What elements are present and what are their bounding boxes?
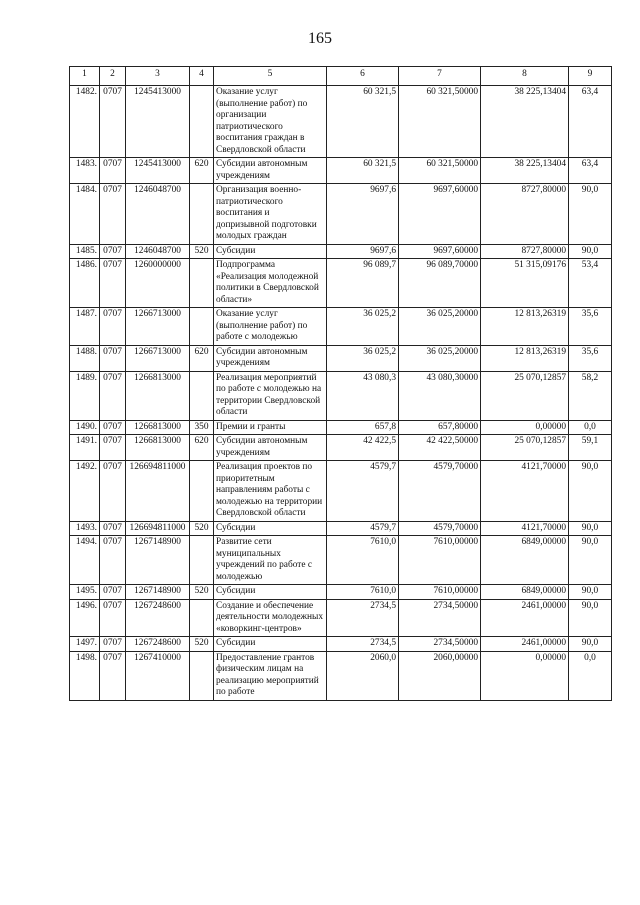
column-header: 4 [190, 67, 214, 86]
column-header: 5 [214, 67, 327, 86]
planned-amount-cell: 4579,70000 [399, 461, 481, 522]
expense-type-cell [190, 184, 214, 245]
target-article-cell: 1266813000 [126, 435, 190, 461]
expense-type-cell: 520 [190, 521, 214, 536]
item-name-cell: Оказание услуг (выполнение работ) по работе с молодежью [214, 308, 327, 346]
approved-amount-cell: 9697,6 [327, 244, 399, 259]
row-number-cell: 1482. [70, 86, 100, 158]
planned-amount-cell: 2060,00000 [399, 651, 481, 700]
column-header: 8 [481, 67, 569, 86]
execution-percent-cell: 90,0 [569, 244, 612, 259]
expense-type-cell [190, 308, 214, 346]
expense-type-cell [190, 371, 214, 420]
approved-amount-cell: 60 321,5 [327, 86, 399, 158]
target-article-cell: 1266813000 [126, 371, 190, 420]
planned-amount-cell: 36 025,20000 [399, 308, 481, 346]
target-article-cell: 1267248600 [126, 637, 190, 652]
column-header: 2 [100, 67, 126, 86]
executed-amount-cell: 8727,80000 [481, 184, 569, 245]
execution-percent-cell: 90,0 [569, 585, 612, 600]
row-number-cell: 1496. [70, 599, 100, 637]
row-number-cell: 1489. [70, 371, 100, 420]
execution-percent-cell: 90,0 [569, 461, 612, 522]
target-article-cell: 1246048700 [126, 184, 190, 245]
planned-amount-cell: 60 321,50000 [399, 86, 481, 158]
executed-amount-cell: 2461,00000 [481, 637, 569, 652]
row-number-cell: 1483. [70, 158, 100, 184]
approved-amount-cell: 4579,7 [327, 521, 399, 536]
executed-amount-cell: 38 225,13404 [481, 86, 569, 158]
expense-type-cell [190, 599, 214, 637]
execution-percent-cell: 59,1 [569, 435, 612, 461]
approved-amount-cell: 60 321,5 [327, 158, 399, 184]
section-code-cell: 0707 [100, 244, 126, 259]
column-header: 1 [70, 67, 100, 86]
item-name-cell: Субсидии [214, 244, 327, 259]
table-row [70, 345, 612, 371]
approved-amount-cell: 7610,0 [327, 585, 399, 600]
row-number-cell: 1488. [70, 345, 100, 371]
table-row [70, 536, 612, 585]
table-row [70, 637, 612, 652]
expense-type-cell: 350 [190, 420, 214, 435]
table-row [70, 599, 612, 637]
item-name-cell: Оказание услуг (выполнение работ) по организации патриотического воспитания граждан в Свердловской области [214, 86, 327, 158]
approved-amount-cell: 36 025,2 [327, 308, 399, 346]
expense-type-cell [190, 86, 214, 158]
section-code-cell: 0707 [100, 637, 126, 652]
executed-amount-cell: 6849,00000 [481, 536, 569, 585]
planned-amount-cell: 60 321,50000 [399, 158, 481, 184]
planned-amount-cell: 4579,70000 [399, 521, 481, 536]
table-row [70, 651, 612, 700]
approved-amount-cell: 9697,6 [327, 184, 399, 245]
planned-amount-cell: 43 080,30000 [399, 371, 481, 420]
expense-type-cell: 520 [190, 244, 214, 259]
row-number-cell: 1495. [70, 585, 100, 600]
section-code-cell: 0707 [100, 345, 126, 371]
approved-amount-cell: 657,8 [327, 420, 399, 435]
expense-type-cell [190, 259, 214, 308]
executed-amount-cell: 38 225,13404 [481, 158, 569, 184]
item-name-cell: Предоставление грантов физическим лицам на реализацию мероприятий по работе [214, 651, 327, 700]
executed-amount-cell: 4121,70000 [481, 461, 569, 522]
approved-amount-cell: 2734,5 [327, 637, 399, 652]
row-number-cell: 1484. [70, 184, 100, 245]
planned-amount-cell: 2734,50000 [399, 637, 481, 652]
row-number-cell: 1493. [70, 521, 100, 536]
executed-amount-cell: 51 315,09176 [481, 259, 569, 308]
execution-percent-cell: 53,4 [569, 259, 612, 308]
planned-amount-cell: 7610,00000 [399, 536, 481, 585]
planned-amount-cell: 42 422,50000 [399, 435, 481, 461]
section-code-cell: 0707 [100, 651, 126, 700]
table-row [70, 420, 612, 435]
table-row [70, 86, 612, 158]
item-name-cell: Субсидии [214, 585, 327, 600]
item-name-cell: Создание и обеспечение деятельности молодежных «коворкинг-центров» [214, 599, 327, 637]
executed-amount-cell: 12 813,26319 [481, 345, 569, 371]
row-number-cell: 1494. [70, 536, 100, 585]
execution-percent-cell: 90,0 [569, 599, 612, 637]
executed-amount-cell: 25 070,12857 [481, 435, 569, 461]
target-article-cell: 126694811000 [126, 521, 190, 536]
section-code-cell: 0707 [100, 435, 126, 461]
planned-amount-cell: 2734,50000 [399, 599, 481, 637]
item-name-cell: Подпрограмма «Реализация молодежной политики в Свердловской области» [214, 259, 327, 308]
target-article-cell: 1267410000 [126, 651, 190, 700]
executed-amount-cell: 0,00000 [481, 651, 569, 700]
item-name-cell: Субсидии автономным учреждениям [214, 345, 327, 371]
target-article-cell: 1266713000 [126, 345, 190, 371]
row-number-cell: 1486. [70, 259, 100, 308]
approved-amount-cell: 36 025,2 [327, 345, 399, 371]
target-article-cell: 1245413000 [126, 158, 190, 184]
execution-percent-cell: 90,0 [569, 184, 612, 245]
execution-percent-cell: 35,6 [569, 345, 612, 371]
section-code-cell: 0707 [100, 461, 126, 522]
section-code-cell: 0707 [100, 536, 126, 585]
row-number-cell: 1490. [70, 420, 100, 435]
item-name-cell: Премии и гранты [214, 420, 327, 435]
column-header: 3 [126, 67, 190, 86]
planned-amount-cell: 9697,60000 [399, 184, 481, 245]
row-number-cell: 1491. [70, 435, 100, 461]
row-number-cell: 1497. [70, 637, 100, 652]
table-row [70, 259, 612, 308]
execution-percent-cell: 90,0 [569, 536, 612, 585]
row-number-cell: 1487. [70, 308, 100, 346]
item-name-cell: Развитие сети муниципальных учреждений по работе с молодежью [214, 536, 327, 585]
expense-type-cell: 520 [190, 637, 214, 652]
execution-percent-cell: 90,0 [569, 637, 612, 652]
table-row [70, 308, 612, 346]
executed-amount-cell: 12 813,26319 [481, 308, 569, 346]
execution-percent-cell: 63,4 [569, 158, 612, 184]
approved-amount-cell: 2060,0 [327, 651, 399, 700]
execution-percent-cell: 63,4 [569, 86, 612, 158]
executed-amount-cell: 6849,00000 [481, 585, 569, 600]
row-number-cell: 1492. [70, 461, 100, 522]
expense-type-cell [190, 536, 214, 585]
executed-amount-cell: 0,00000 [481, 420, 569, 435]
execution-percent-cell: 0,0 [569, 651, 612, 700]
table-row [70, 158, 612, 184]
approved-amount-cell: 96 089,7 [327, 259, 399, 308]
table-row [70, 461, 612, 522]
expense-type-cell: 620 [190, 435, 214, 461]
table-row [70, 371, 612, 420]
column-header: 7 [399, 67, 481, 86]
row-number-cell: 1498. [70, 651, 100, 700]
expense-type-cell: 520 [190, 585, 214, 600]
section-code-cell: 0707 [100, 521, 126, 536]
target-article-cell: 1246048700 [126, 244, 190, 259]
table-header-row [70, 67, 612, 86]
approved-amount-cell: 4579,7 [327, 461, 399, 522]
budget-table [69, 66, 612, 701]
target-article-cell: 1266813000 [126, 420, 190, 435]
item-name-cell: Реализация мероприятий по работе с молодежью на территории Свердловской области [214, 371, 327, 420]
column-header: 6 [327, 67, 399, 86]
section-code-cell: 0707 [100, 308, 126, 346]
item-name-cell: Субсидии [214, 637, 327, 652]
row-number-cell: 1485. [70, 244, 100, 259]
target-article-cell: 1267148900 [126, 536, 190, 585]
approved-amount-cell: 2734,5 [327, 599, 399, 637]
execution-percent-cell: 58,2 [569, 371, 612, 420]
item-name-cell: Субсидии автономным учреждениям [214, 158, 327, 184]
item-name-cell: Организация военно-патриотического воспитания и допризывной подготовки молодых граждан [214, 184, 327, 245]
executed-amount-cell: 8727,80000 [481, 244, 569, 259]
table-row [70, 184, 612, 245]
table-row [70, 521, 612, 536]
planned-amount-cell: 96 089,70000 [399, 259, 481, 308]
target-article-cell: 1267148900 [126, 585, 190, 600]
section-code-cell: 0707 [100, 420, 126, 435]
planned-amount-cell: 657,80000 [399, 420, 481, 435]
execution-percent-cell: 0,0 [569, 420, 612, 435]
item-name-cell: Реализация проектов по приоритетным направлениям работы с молодежью на территории Свердловской области [214, 461, 327, 522]
section-code-cell: 0707 [100, 371, 126, 420]
execution-percent-cell: 35,6 [569, 308, 612, 346]
expense-type-cell [190, 461, 214, 522]
expense-type-cell: 620 [190, 158, 214, 184]
section-code-cell: 0707 [100, 585, 126, 600]
approved-amount-cell: 7610,0 [327, 536, 399, 585]
page-number: 165 [308, 30, 332, 47]
table-row [70, 244, 612, 259]
expense-type-cell: 620 [190, 345, 214, 371]
approved-amount-cell: 42 422,5 [327, 435, 399, 461]
target-article-cell: 1245413000 [126, 86, 190, 158]
planned-amount-cell: 36 025,20000 [399, 345, 481, 371]
target-article-cell: 1260000000 [126, 259, 190, 308]
target-article-cell: 126694811000 [126, 461, 190, 522]
executed-amount-cell: 4121,70000 [481, 521, 569, 536]
planned-amount-cell: 7610,00000 [399, 585, 481, 600]
item-name-cell: Субсидии [214, 521, 327, 536]
section-code-cell: 0707 [100, 259, 126, 308]
column-header: 9 [569, 67, 612, 86]
section-code-cell: 0707 [100, 158, 126, 184]
section-code-cell: 0707 [100, 184, 126, 245]
approved-amount-cell: 43 080,3 [327, 371, 399, 420]
executed-amount-cell: 25 070,12857 [481, 371, 569, 420]
target-article-cell: 1266713000 [126, 308, 190, 346]
table-body [70, 86, 612, 701]
execution-percent-cell: 90,0 [569, 521, 612, 536]
expense-type-cell [190, 651, 214, 700]
section-code-cell: 0707 [100, 86, 126, 158]
table-row [70, 435, 612, 461]
section-code-cell: 0707 [100, 599, 126, 637]
planned-amount-cell: 9697,60000 [399, 244, 481, 259]
executed-amount-cell: 2461,00000 [481, 599, 569, 637]
item-name-cell: Субсидии автономным учреждениям [214, 435, 327, 461]
target-article-cell: 1267248600 [126, 599, 190, 637]
table-row [70, 585, 612, 600]
